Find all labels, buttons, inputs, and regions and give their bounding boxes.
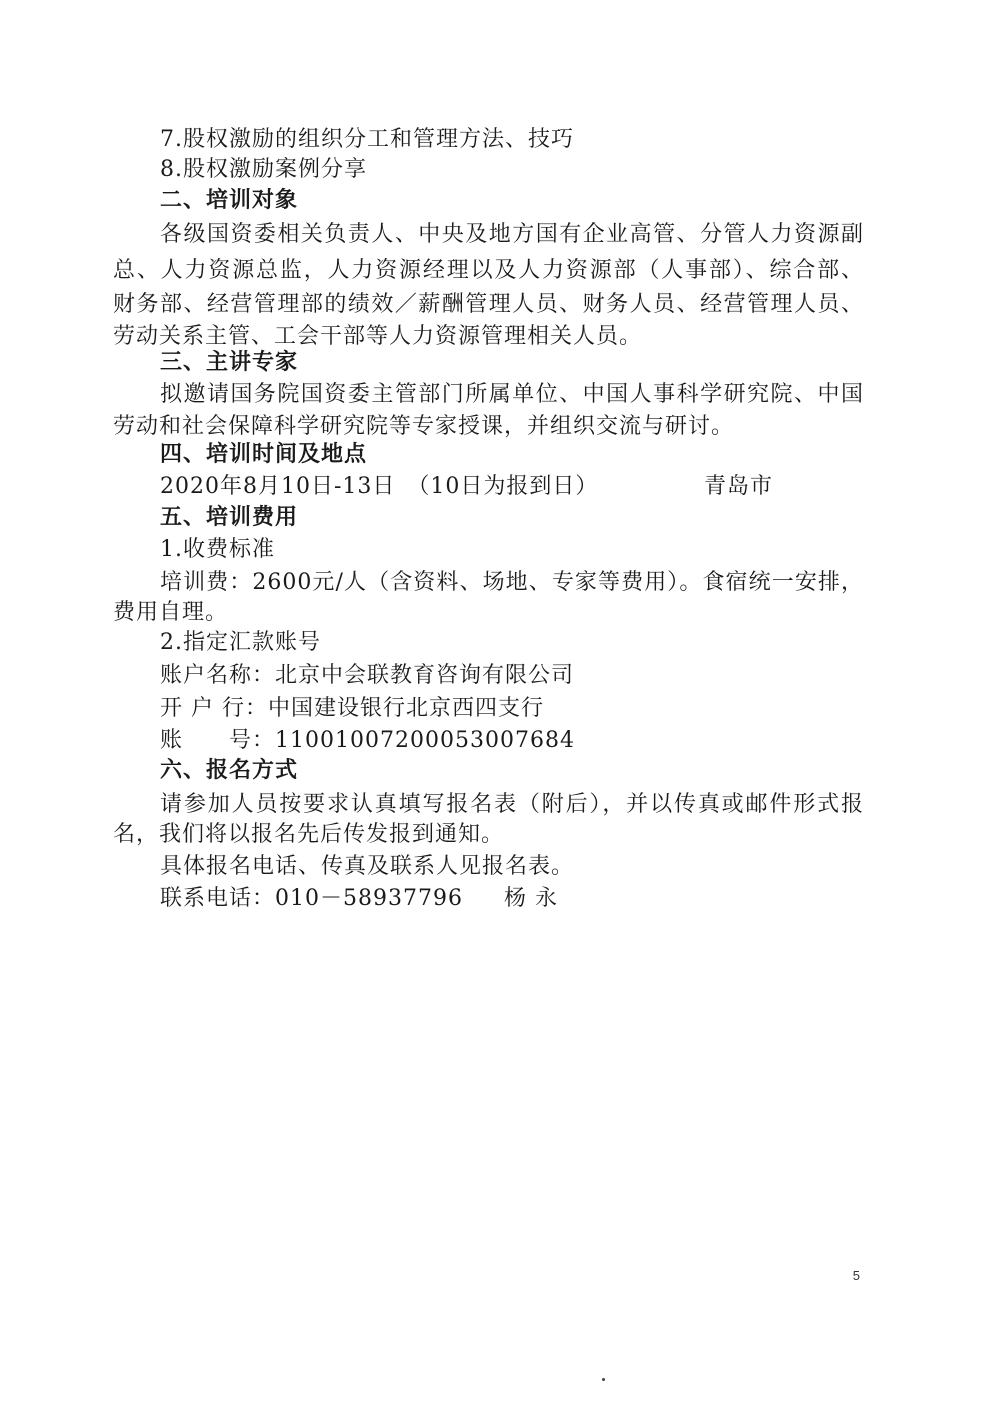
section-3-paragraph-line-2: 劳动和社会保障科学研究院等专家授课，并组织交流与研讨。: [113, 414, 735, 439]
section-2-paragraph-line-1: 各级国资委相关负责人、中央及地方国有企业高管、分管人力资源副: [160, 222, 864, 247]
section-4-heading: 四、培训时间及地点: [160, 442, 368, 467]
section-6-heading: 六、报名方式: [160, 758, 299, 783]
remittance-account-subheading: 2.指定汇款账号: [160, 630, 321, 655]
scan-speck: [602, 1378, 605, 1381]
page-number: 5: [852, 1268, 860, 1283]
fee-standard-subheading: 1.收费标准: [160, 537, 275, 562]
training-location: 青岛市: [704, 474, 774, 499]
section-6-paragraph-line-1: 请参加人员按要求认真填写报名表（附后），并以传真或邮件形式报: [160, 792, 864, 817]
list-item-7: 7.股权激励的组织分工和管理方法、技巧: [160, 127, 574, 152]
contact-phone: 联系电话：010－58937796: [160, 886, 463, 911]
training-date: 2020年8月10日-13日 （10日为报到日）: [160, 474, 599, 499]
section-3-heading: 三、主讲专家: [160, 350, 299, 375]
fee-text-line-2: 费用自理。: [113, 600, 229, 625]
section-2-heading: 二、培训对象: [160, 188, 299, 213]
section-6-paragraph-line-2: 名，我们将以报名先后传发报到通知。: [113, 822, 505, 847]
list-item-8: 8.股权激励案例分享: [160, 157, 367, 182]
account-number: 账 号：11001007200053007684: [160, 728, 575, 753]
account-bank: 开 户 行：中国建设银行北京西四支行: [160, 696, 544, 721]
section-2-paragraph-line-2: 总、人力资源总监，人力资源经理以及人力资源部（人事部）、综合部、: [113, 258, 864, 283]
section-2-paragraph-line-4: 劳动关系主管、工会干部等人力资源管理相关人员。: [113, 324, 643, 349]
fee-text-line-1: 培训费：2600元/人（含资料、场地、专家等费用）。食宿统一安排，: [160, 570, 864, 595]
section-2-paragraph-line-3: 财务部、经营管理部的绩效／薪酬管理人员、财务人员、经营管理人员、: [113, 292, 864, 317]
section-3-paragraph-line-1: 拟邀请国务院国资委主管部门所属单位、中国人事科学研究院、中国: [160, 382, 864, 407]
section-5-heading: 五、培训费用: [160, 505, 299, 530]
section-6-paragraph-line-3: 具体报名电话、传真及联系人见报名表。: [160, 854, 575, 879]
contact-person: 杨 永: [504, 886, 558, 911]
account-name: 账户名称：北京中会联教育咨询有限公司: [160, 663, 575, 688]
